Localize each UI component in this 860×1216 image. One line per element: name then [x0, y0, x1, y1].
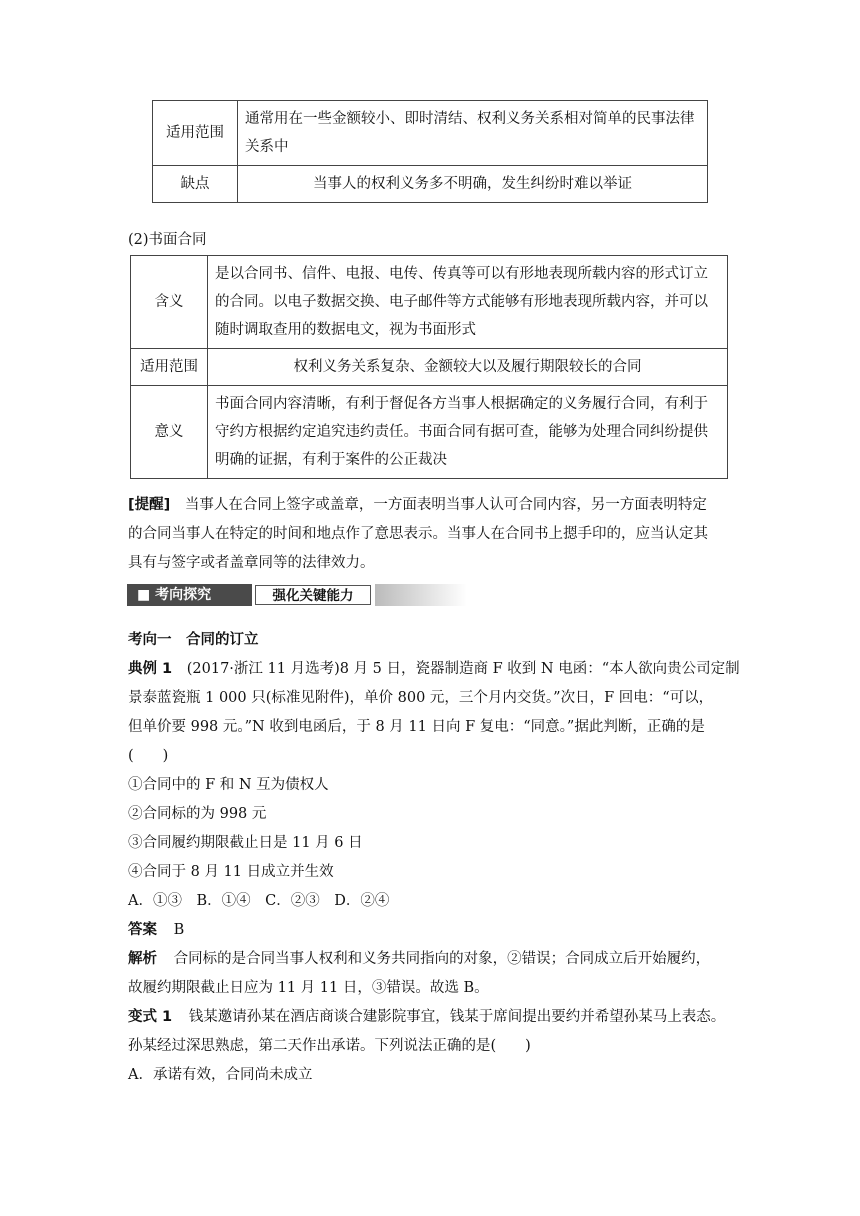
choices: A．①③ B．①④ C．②③ D．②④ [128, 893, 390, 909]
answer-line [128, 920, 184, 940]
answer-tag: 答案 [128, 922, 157, 938]
row-content: 权利义务关系复杂、金额较大以及履行期限较长的合同 [208, 349, 728, 386]
banner-left: ■ 考向探究 [127, 584, 252, 606]
analysis-line: 解析 合同标的是合同当事人权利和义务共同指向的对象，②错误；合同成立后开始履约， [128, 951, 711, 967]
row-content: 书面合同内容清晰，有利于督促各方当事人根据确定的义务履行合同，有利于守约方根据约定追究违约责任。书面合同有据可查，能够为处理合同纠纷提供明确的证据，有利于案件的公正裁决 [208, 386, 728, 479]
reminder-line: 具有与签字或者盖章同等的法律效力。 [128, 555, 375, 571]
table-row [153, 166, 708, 203]
variant-line: 孙某经过深思熟虑，第二天作出承诺。下列说法正确的是( ) [128, 1038, 531, 1054]
section-banner [127, 584, 467, 606]
banner-fade [375, 584, 467, 606]
example-line: ( ) [128, 748, 169, 764]
option-item: ④合同于 8 月 11 日成立并生效 [128, 864, 334, 880]
reminder-line: [提醒] 当事人在合同上签字或盖章，一方面表明当事人认可合同内容，另一方面表明特定 [128, 497, 707, 513]
banner-right: 强化关键能力 [255, 585, 371, 605]
answer-value: B [173, 922, 185, 938]
row-content: 通常用在一些金额较小、即时清结、权利义务关系相对简单的民事法律关系中 [238, 101, 708, 166]
option-item: ②合同标的为 998 元 [128, 806, 267, 822]
option-item: ①合同中的 F 和 N 互为债权人 [128, 777, 329, 793]
analysis-tag: 解析 [128, 951, 157, 967]
table-written-contract [130, 255, 728, 479]
section-title: (2)书面合同 [128, 232, 207, 248]
row-label: 含义 [131, 256, 208, 349]
variant-line: 变式 1 钱某邀请孙某在酒店商谈合建影院事宜，钱某于席间提出要约并希望孙某马上表态。 [128, 1009, 726, 1025]
option-item: A．承诺有效，合同尚未成立 [128, 1067, 313, 1083]
option-item: ③合同履约期限截止日是 11 月 6 日 [128, 835, 363, 851]
row-content: 当事人的权利义务多不明确，发生纠纷时难以举证 [238, 166, 708, 203]
table-row [131, 256, 728, 349]
row-content: 是以合同书、信件、电报、电传、传真等可以有形地表现所载内容的形式订立的合同。以电子数据交换、电子邮件等方式能够有形地表现所载内容，并可以随时调取查用的数据电文，视为书面形式 [208, 256, 728, 349]
table-row [131, 386, 728, 479]
row-label: 意义 [131, 386, 208, 479]
reminder-tag: [提醒] [128, 497, 171, 513]
row-label: 适用范围 [153, 101, 238, 166]
row-label: 缺点 [153, 166, 238, 203]
example-tag: 典例 1 [128, 661, 173, 677]
variant-tag: 变式 1 [128, 1009, 173, 1025]
table-row [153, 101, 708, 166]
direction-heading: 考向一 合同的订立 [128, 632, 259, 648]
reminder-line: 的合同当事人在特定的时间和地点作了意思表示。当事人在合同书上摁手印的，应当认定其 [128, 526, 708, 542]
row-label: 适用范围 [131, 349, 208, 386]
example-line: 但单价要 998 元。”N 收到电函后，于 8 月 11 日向 F 复电：“同意。”据此判断，正确的是 [128, 719, 705, 735]
example-line: 景泰蓝瓷瓶 1 000 只(标准见附件)，单价 800 元，三个月内交货。”次日，F 回电：“可以， [128, 690, 714, 706]
example-line: 典例 1 (2017·浙江 11 月选考)8 月 5 日，瓷器制造商 F 收到 N 电函：“本人欲向贵公司定制 [128, 661, 740, 677]
table-oral-contract [152, 100, 708, 203]
table-row [131, 349, 728, 386]
analysis-line: 故履约期限截止日应为 11 月 11 日，③错误。故选 B。 [128, 980, 489, 996]
